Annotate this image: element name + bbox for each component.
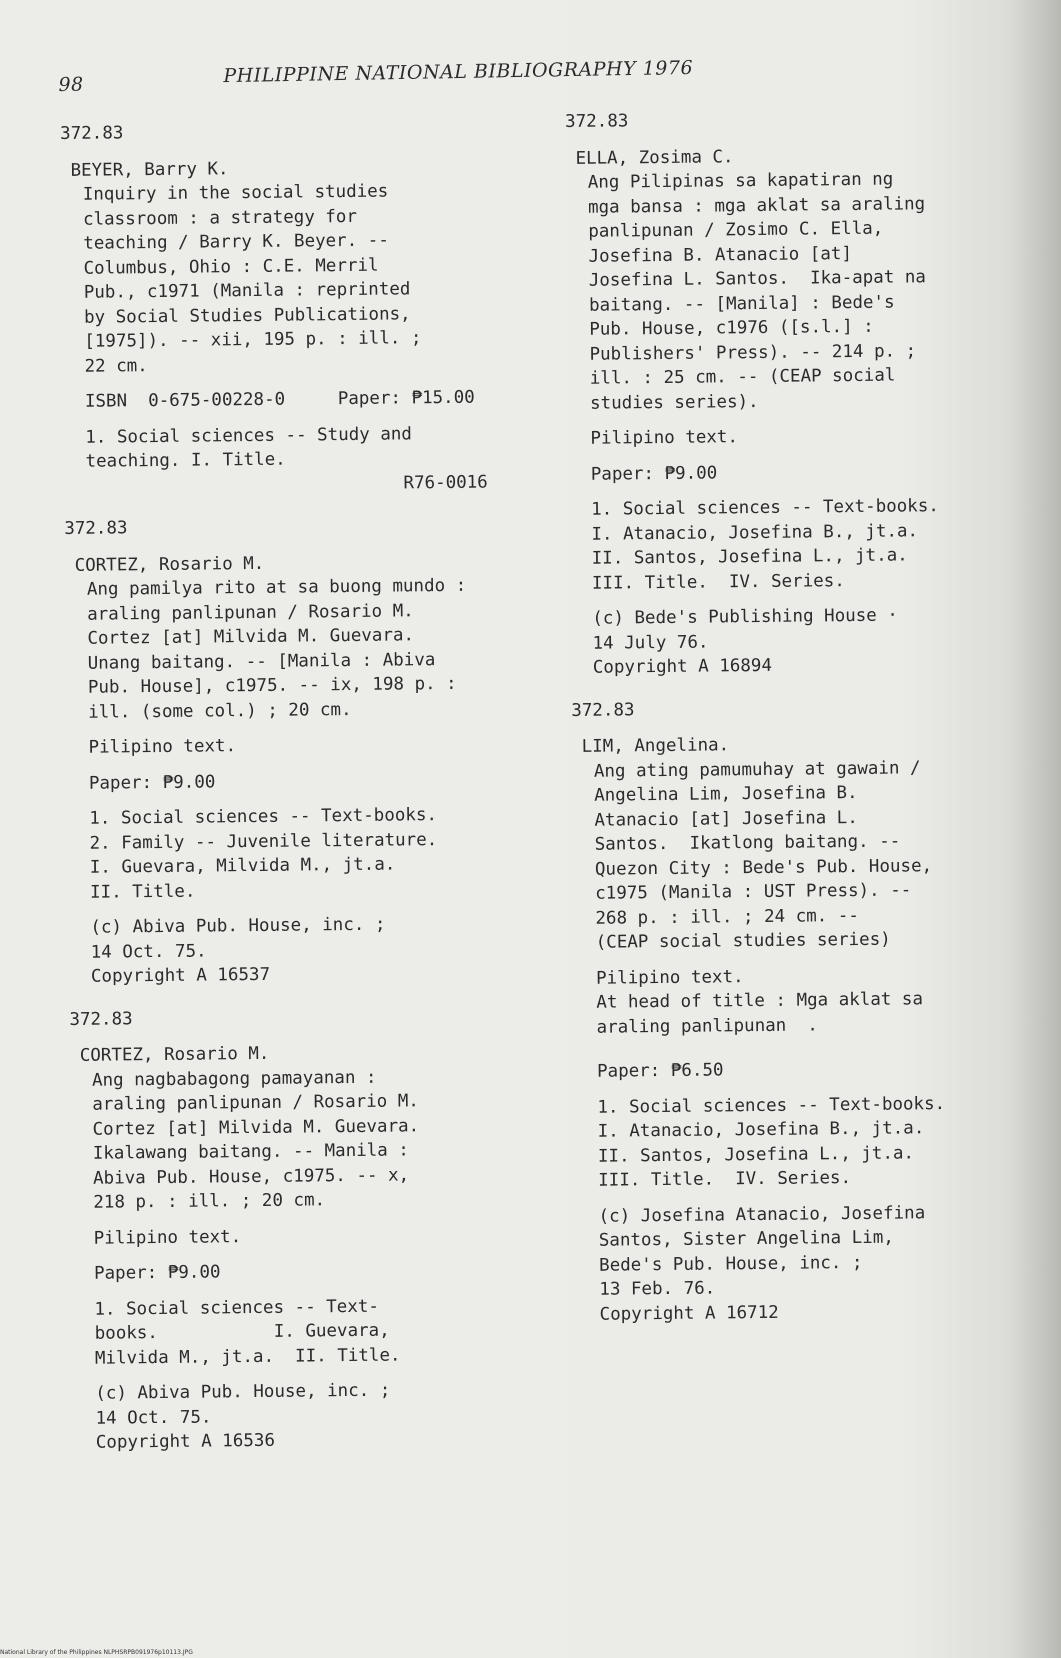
subject-tracings [89, 802, 532, 905]
description-line: Pub. House], c1975. -- ix, 198 p. : [87, 673, 457, 698]
subject-line: 1. Social sciences -- Text-books. [597, 1093, 946, 1118]
subject-line: 1. Social sciences -- Text-books. [591, 496, 939, 520]
record-number: R76-0016 [403, 472, 488, 493]
description-line: by Social Studies Publications, [83, 303, 411, 328]
description-line: ill. (some col.) ; 20 cm. [88, 699, 352, 723]
copyright-line: Bede's Pub. House, inc. ; [598, 1252, 863, 1276]
call-number: 372.83 [565, 111, 629, 132]
entry-description [588, 166, 1015, 680]
entry-heading: LIM, Angelina. [581, 735, 730, 757]
subject-line: 1. Social sciences -- Study and [85, 423, 413, 448]
entry-heading: ELLA, Zosima C. [575, 146, 734, 169]
subject-tracings [94, 1293, 537, 1371]
copyright-line: Copyright A 16712 [599, 1302, 779, 1325]
entry-heading: CORTEZ, Rosario M. [79, 1043, 270, 1066]
call-number: 372.83 [571, 699, 635, 721]
subject-tracings [597, 1091, 1020, 1193]
subject-line: III. Title. IV. Series. [591, 570, 845, 594]
description-line: [1975]). -- xii, 195 p. : ill. ; [84, 328, 422, 352]
bibliographic-entry [565, 105, 1021, 680]
description-line: araling panlipunan / Rosario M. [87, 600, 414, 625]
copyright-line: Copyright A 16894 [592, 655, 773, 678]
call-number: 372.83 [60, 123, 124, 144]
scan-footer: National Library of the Philippines NLPHSRPB091976p10113.JPG [0, 1649, 193, 1656]
price: Paper: ₱6.50 [596, 1060, 724, 1082]
language-note: Pilipino text. [88, 736, 237, 758]
subject-line: Milvida M., jt.a. II. Title. [94, 1345, 401, 1369]
copyright-line: 14 Oct. 75. [95, 1406, 212, 1429]
copyright-line: (c) Abiva Pub. House, inc. ; [90, 914, 386, 938]
price: Paper: ₱9.00 [93, 1262, 221, 1284]
copyright-note [90, 911, 533, 989]
description-line: Josefina L. Santos. Ika-apat na [588, 267, 927, 291]
description-line: Ang nagbabagong pamayanan : [91, 1067, 377, 1091]
copyright-note [592, 602, 1015, 680]
copyright-line: Santos, Sister Angelina Lim, [598, 1227, 894, 1251]
description-line: ill. : 25 cm. -- (CEAP social [589, 365, 896, 389]
description-line: Inquiry in the social studies [82, 181, 389, 205]
description-line: Quezon City : Bede's Pub. House, [594, 855, 933, 880]
copyright-line: 13 Feb. 76. [599, 1278, 716, 1300]
description-line: Santos. Ikatlong baitang. -- [594, 831, 901, 855]
entry-description [87, 573, 533, 989]
subject-tracings [85, 421, 528, 499]
copyright-line: (c) Bede's Publishing House · [592, 605, 898, 629]
language-note: Pilipino text. [93, 1226, 242, 1249]
page-number: 98 [58, 73, 84, 96]
call-number: 372.83 [69, 1008, 133, 1030]
isbn-price: ISBN 0-675-00228-0 Paper: ₱15.00 [84, 387, 475, 412]
description-line: baitang. -- [Manila] : Bede's [588, 292, 895, 316]
entry-description [594, 755, 1022, 1327]
description-line: classroom : a strategy for [82, 206, 358, 230]
description-line: studies series). [589, 391, 759, 414]
subject-tracings [591, 493, 1014, 595]
entry-description [92, 1064, 538, 1456]
bibliographic-entry [64, 512, 539, 989]
description-line: Ikalawang baitang. -- Manila : [92, 1140, 409, 1164]
copyright-line: 14 July 76. [592, 632, 709, 654]
subject-line: II. Title. [89, 881, 196, 903]
subject-line: III. Title. IV. Series. [598, 1168, 852, 1191]
title-note: At head of title : Mga aklat sa [596, 989, 924, 1013]
description-line: 218 p. : ill. ; 20 cm. [93, 1190, 326, 1213]
description-line: 22 cm. [84, 355, 148, 377]
subject-line: 2. Family -- Juvenile literature. [89, 829, 438, 854]
description-line: Unang baitang. -- [Manila : Abiva [87, 649, 436, 674]
language-note: Pilipino text. [595, 966, 744, 989]
left-column [60, 117, 544, 1473]
description-line: Pub., c1971 (Manila : reprinted [83, 279, 411, 303]
copyright-line: Copyright A 16536 [95, 1430, 276, 1453]
page-title: PHILIPPINE NATIONAL BIBLIOGRAPHY 1976 [223, 56, 694, 88]
description-line: Abiva Pub. House, c1975. -- x, [92, 1164, 410, 1189]
bibliographic-entry [69, 1003, 544, 1456]
bibliographic-entry [571, 694, 1028, 1327]
entry-heading: BEYER, Barry K. [70, 158, 229, 181]
copyright-line: Copyright A 16537 [90, 964, 271, 987]
subject-line: 1. Social sciences -- Text- [94, 1296, 380, 1320]
description-line: c1975 (Manila : UST Press). -- [595, 880, 912, 904]
language-note: Pilipino text. [590, 427, 739, 449]
notes [596, 962, 1019, 1040]
subject-line: II. Santos, Josefina L., jt.a. [597, 1142, 915, 1167]
copyright-note [598, 1200, 1021, 1327]
description-line: Atanacio [at] Josefina L. [594, 807, 858, 831]
description-line: Angelina Lim, Josefina B. [594, 782, 858, 806]
subject-line: I. Atanacio, Josefina B., jt.a. [591, 520, 919, 545]
page-header [58, 47, 699, 98]
right-column [565, 105, 1028, 1345]
description-line: 268 p. : ill. ; 24 cm. -- [595, 905, 859, 929]
subject-line: teaching. I. Title. [85, 449, 286, 472]
subject-line: I. Atanacio, Josefina B., jt.a. [597, 1118, 925, 1142]
entry-description [83, 178, 528, 499]
copyright-note [95, 1377, 538, 1455]
description-line: Ang pamilya rito at sa buong mundo : [86, 575, 467, 600]
call-number: 372.83 [64, 518, 128, 539]
copyright-line: (c) Josefina Atanacio, Josefina [598, 1202, 926, 1227]
description-line: Cortez [at] Milvida M. Guevara. [92, 1115, 420, 1140]
bibliographic-entry [60, 117, 534, 499]
copyright-line: 14 Oct. 75. [90, 941, 207, 963]
description-line: Cortez [at] Milvida M. Guevara. [87, 625, 415, 649]
copyright-line: (c) Abiva Pub. House, inc. ; [95, 1380, 391, 1404]
description-line: Pub. House, c1976 ([s.l.] : [589, 316, 874, 340]
subject-line: II. Santos, Josefina L., jt.a. [591, 545, 908, 569]
description-line: panlipunan / Zosimo C. Ella, [588, 218, 884, 242]
description-line: Columbus, Ohio : C.E. Merril [83, 255, 379, 279]
title-note: araling panlipunan . [596, 1014, 818, 1038]
description-line: (CEAP social studies series) [595, 929, 891, 953]
description-line: mga bansa : mga aklat sa araling [587, 193, 926, 218]
subject-line: 1. Social sciences -- Text-books. [89, 805, 438, 829]
description-line: Publishers' Press). -- 214 p. ; [589, 340, 917, 365]
subject-line: I. Guevara, Milvida M., jt.a. [89, 854, 396, 878]
price: Paper: ₱9.00 [88, 771, 216, 794]
subject-line: books. I. Guevara, [94, 1320, 390, 1344]
description-line: teaching / Barry K. Beyer. -- [83, 230, 389, 254]
description-line: Josefina B. Atanacio [at] [588, 243, 853, 267]
description-line: Ang Pilipinas sa kapatiran ng [587, 169, 894, 193]
price: Paper: ₱9.00 [590, 462, 718, 485]
entry-heading: CORTEZ, Rosario M. [74, 553, 265, 576]
description-line: araling panlipunan / Rosario M. [92, 1091, 420, 1115]
description-line: Ang ating pamumuhay at gawain / [593, 757, 921, 782]
